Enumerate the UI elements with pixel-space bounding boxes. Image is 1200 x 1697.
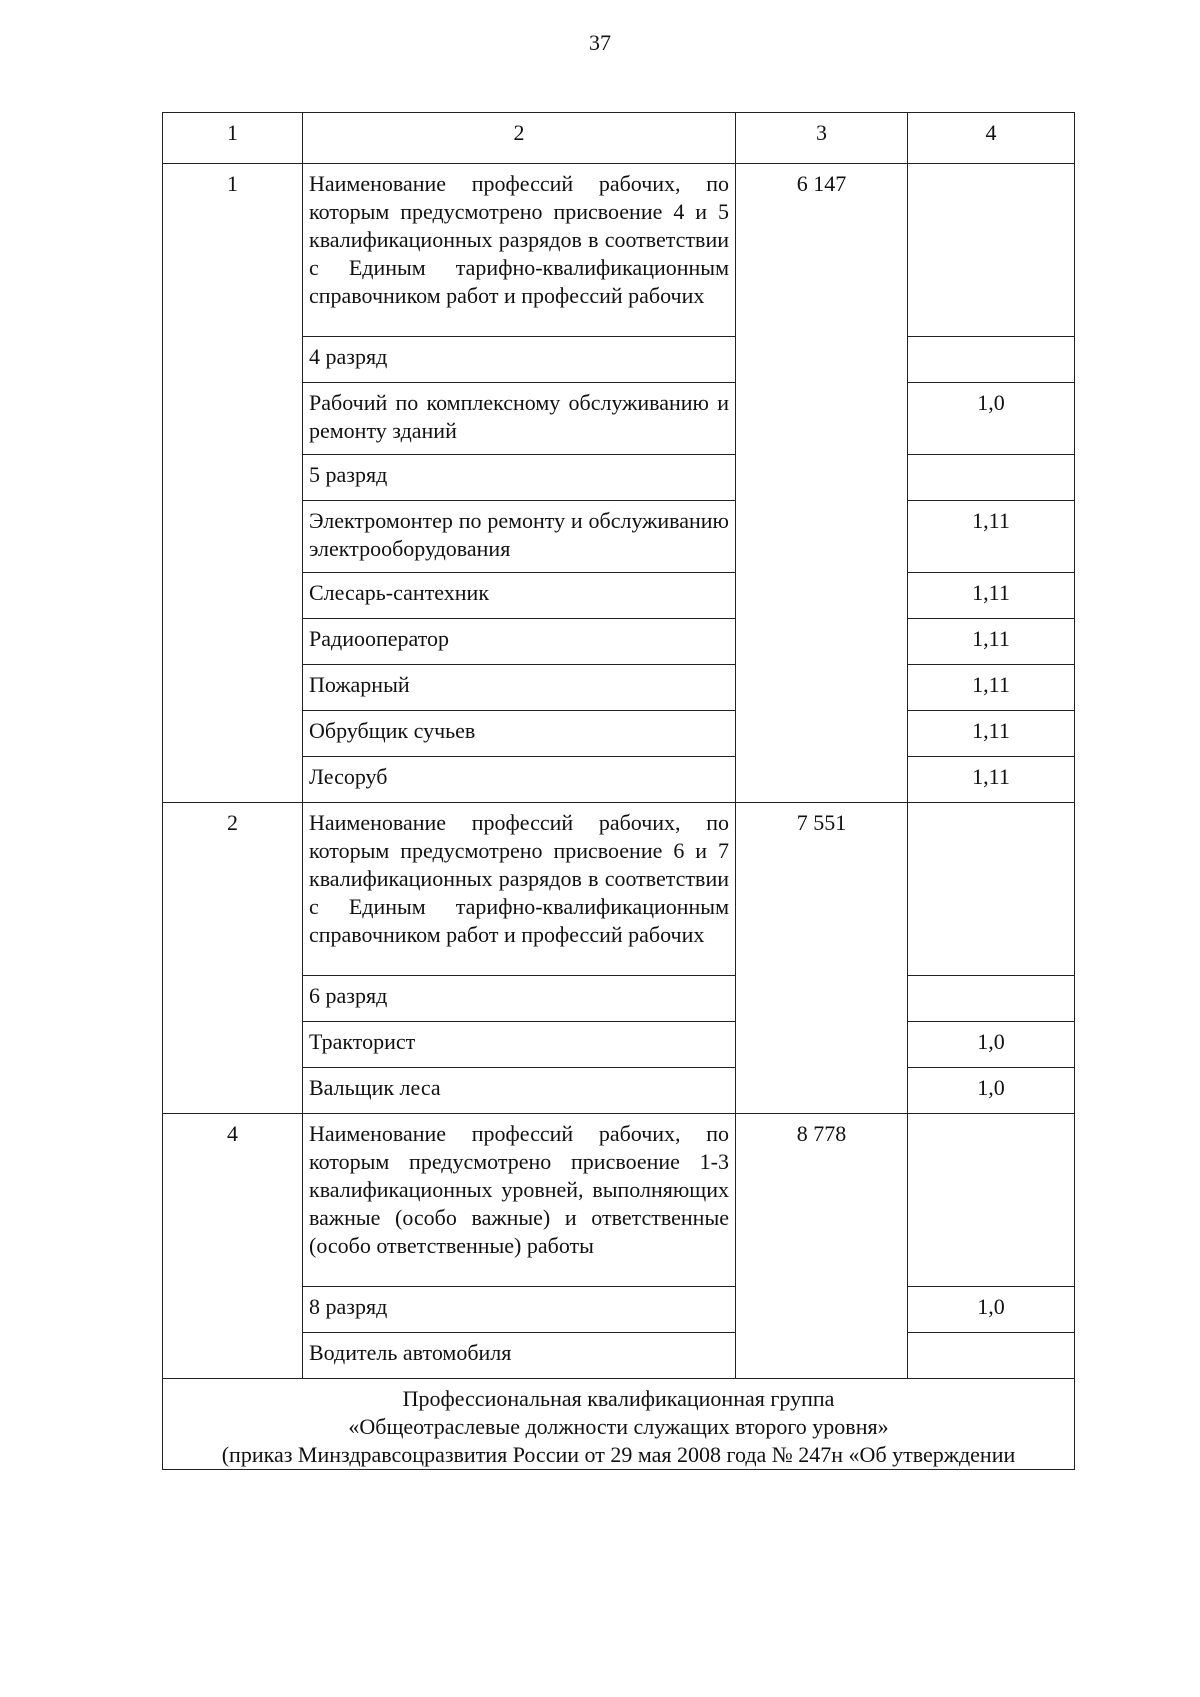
coefficient-cell bbox=[908, 164, 1075, 337]
coefficient-cell: 1,0 bbox=[908, 1068, 1075, 1114]
profession-cell: Обрубщик сучьев bbox=[303, 711, 736, 757]
coefficient-cell bbox=[908, 1114, 1075, 1287]
coefficient-cell bbox=[908, 337, 1075, 383]
qualification-table bbox=[162, 112, 1075, 1470]
group-subtitle: «Общеотраслевые должности служащих второго уровня» bbox=[348, 1414, 889, 1439]
profession-cell: 6 разряд bbox=[303, 976, 736, 1022]
footer-row bbox=[163, 1379, 1075, 1470]
coefficient-cell: 1,11 bbox=[908, 711, 1075, 757]
profession-cell: Радиооператор bbox=[303, 619, 736, 665]
profession-cell: 5 разряд bbox=[303, 455, 736, 501]
group-number-cell: 4 bbox=[163, 1114, 303, 1379]
profession-cell: Рабочий по комплексному обслуживанию и ремонту зданий bbox=[303, 383, 736, 455]
table-row bbox=[163, 803, 1075, 976]
page-number: 37 bbox=[589, 30, 611, 55]
coefficient-cell bbox=[908, 803, 1075, 976]
header-col-2: 2 bbox=[303, 113, 736, 164]
profession-cell: Пожарный bbox=[303, 665, 736, 711]
header-row bbox=[163, 113, 1075, 164]
order-reference: (приказ Минздравсоцразвития России от 29 мая 2008 года № 247н «Об утверждении bbox=[221, 1442, 1016, 1467]
coefficient-cell: 1,11 bbox=[908, 573, 1075, 619]
table-row bbox=[163, 1114, 1075, 1287]
header-col-1: 1 bbox=[163, 113, 303, 164]
coefficient-cell: 1,11 bbox=[908, 501, 1075, 573]
salary-cell: 6 147 bbox=[736, 164, 908, 803]
table-row bbox=[163, 164, 1075, 337]
coefficient-cell: 1,11 bbox=[908, 665, 1075, 711]
profession-cell: Наименование профессий рабочих, по которым предусмотрено присвоение 1-3 квалификационных уровней, выполняющих важные (особо важные) и ответственные (особо ответственные) работы bbox=[303, 1114, 736, 1287]
profession-cell: 4 разряд bbox=[303, 337, 736, 383]
group-number-cell: 1 bbox=[163, 164, 303, 803]
profession-cell: Наименование профессий рабочих, по которым предусмотрено присвоение 6 и 7 квалификационных разрядов в соответствии с Единым тарифно-квалификационным справочником работ и профессий рабочих bbox=[303, 803, 736, 976]
coefficient-cell bbox=[908, 1333, 1075, 1379]
coefficient-cell bbox=[908, 976, 1075, 1022]
profession-cell: Слесарь-сантехник bbox=[303, 573, 736, 619]
table-body bbox=[163, 113, 1075, 1379]
profession-cell: Водитель автомобиля bbox=[303, 1333, 736, 1379]
profession-cell: Вальщик леса bbox=[303, 1068, 736, 1114]
coefficient-cell: 1,0 bbox=[908, 383, 1075, 455]
salary-cell: 7 551 bbox=[736, 803, 908, 1114]
group-number-cell: 2 bbox=[163, 803, 303, 1114]
coefficient-cell bbox=[908, 455, 1075, 501]
coefficient-cell: 1,11 bbox=[908, 757, 1075, 803]
profession-cell: Тракторист bbox=[303, 1022, 736, 1068]
header-col-4: 4 bbox=[908, 113, 1075, 164]
group-heading-cell bbox=[163, 1379, 1075, 1470]
header-col-3: 3 bbox=[736, 113, 908, 164]
coefficient-cell: 1,0 bbox=[908, 1287, 1075, 1333]
coefficient-cell: 1,11 bbox=[908, 619, 1075, 665]
profession-cell: Лесоруб bbox=[303, 757, 736, 803]
salary-cell: 8 778 bbox=[736, 1114, 908, 1379]
profession-cell: 8 разряд bbox=[303, 1287, 736, 1333]
coefficient-cell: 1,0 bbox=[908, 1022, 1075, 1068]
profession-cell: Электромонтер по ремонту и обслуживанию электрооборудования bbox=[303, 501, 736, 573]
profession-cell: Наименование профессий рабочих, по которым предусмотрено присвоение 4 и 5 квалификационных разрядов в соответствии с Единым тарифно-квалификационным справочником работ и профессий рабочих bbox=[303, 164, 736, 337]
group-title: Профессиональная квалификационная группа bbox=[402, 1386, 835, 1411]
